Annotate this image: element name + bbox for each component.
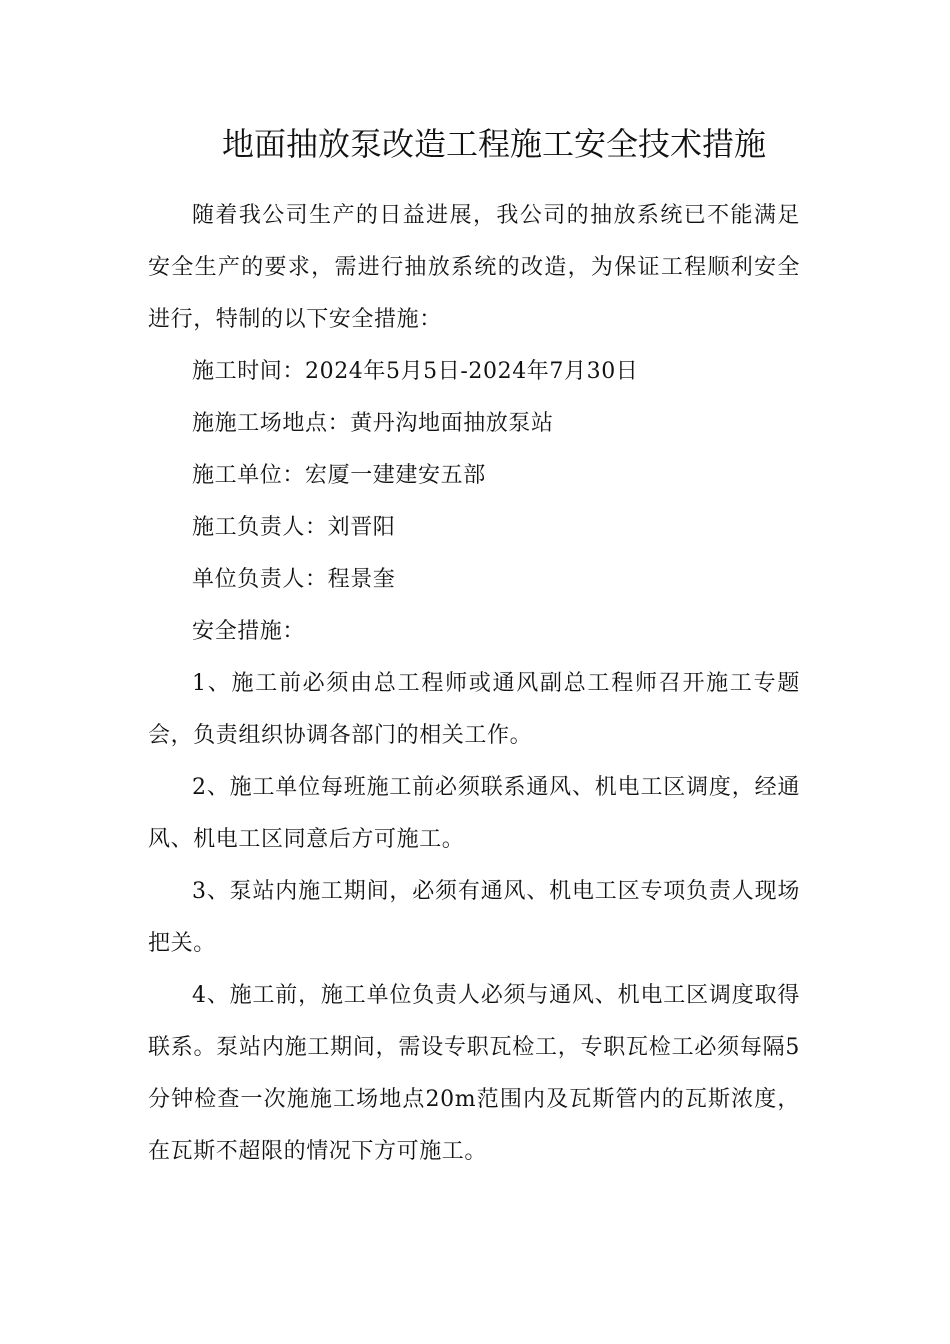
- measure-item: 1、施工前必须由总工程师或通风副总工程师召开施工专题会，负责组织协调各部门的相关工作。: [148, 671, 800, 748]
- field-unit-leader: 单位负责人：程景奎: [192, 567, 396, 592]
- intro-paragraph: 随着我公司生产的日益进展，我公司的抽放系统已不能满足安全生产的要求，需进行抽放系统的改造，为保证工程顺利安全进行，特制的以下安全措施：: [148, 203, 800, 332]
- field-construction-leader: 施工负责人：刘晋阳: [192, 515, 396, 540]
- field-construction-site: 施施工场地点：黄丹沟地面抽放泵站: [192, 411, 554, 436]
- measure-item: 2、施工单位每班施工前必须联系通风、机电工区调度，经通风、机电工区同意后方可施工。: [148, 775, 800, 852]
- document-title: 地面抽放泵改造工程施工安全技术措施: [222, 125, 767, 163]
- safety-measures-heading: 安全措施：: [192, 619, 306, 644]
- field-construction-unit: 施工单位：宏厦一建建安五部: [192, 463, 486, 488]
- measure-item: 4、施工前，施工单位负责人必须与通风、机电工区调度取得联系。泵站内施工期间，需设专职瓦检工，专职瓦检工必须每隔5分钟检查一次施施工场地点20m范围内及瓦斯管内的瓦斯浓度，在瓦斯不超限的情况下方可施工。: [148, 983, 800, 1164]
- document-body: [148, 190, 800, 1178]
- measure-item: 3、泵站内施工期间，必须有通风、机电工区专项负责人现场把关。: [148, 879, 800, 956]
- field-construction-time: 施工时间：2024年5月5日-2024年7月30日: [192, 359, 639, 384]
